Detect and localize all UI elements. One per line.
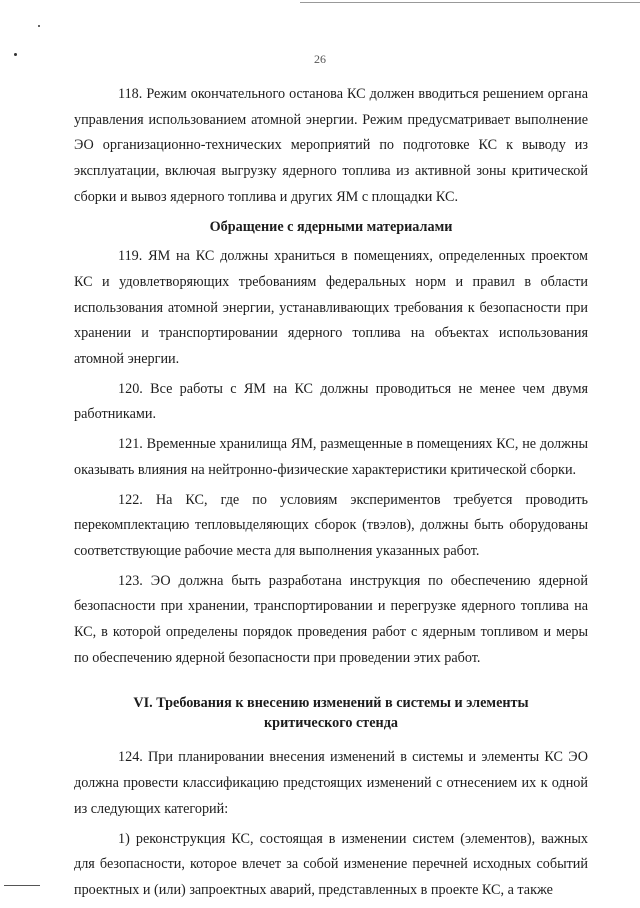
paragraph-119: 119. ЯМ на КС должны храниться в помещениях, определенных проектом КС и удовлетворяющих требованиям федеральных норм и правил в области использования атомной энергии, устанавливающих требования к безопасности при хранении и транспортировании ядерного топлива на объектах использования атомной энергии. (74, 248, 588, 368)
scan-top-edge (300, 2, 640, 3)
paragraph-122: 122. На КС, где по условиям экспериментов требуется проводить перекомплектацию тепловыделяющих сборок (твэлов), должны быть оборудованы соответствующие рабочие места для выполнения указанных работ. (74, 491, 588, 559)
scan-speck (38, 25, 40, 27)
section-heading-line2: критического стенда (264, 715, 398, 732)
footnote-rule (4, 885, 40, 886)
paragraph-118: 118. Режим окончательного останова КС должен вводиться решением органа управления использованием атомной энергии. Режим предусматривает выполнение ЭО организационно-технических мероприятий по подготовке КС к выводу из эксплуатации, включая выгрузку ядерного топлива из активной зоны критической сборки и вывоз ядерного топлива и других ЯМ с площадки КС. (74, 86, 588, 205)
paragraph-120: 120. Все работы с ЯМ на КС должны проводиться не менее чем двумя работниками. (74, 380, 588, 423)
page-number: 26 (314, 52, 326, 66)
subheading-nuclear-materials: Обращение с ядерными материалами (209, 218, 453, 235)
section-heading-vi (74, 693, 588, 733)
paragraph-123: 123. ЭО должна быть разработана инструкция по обеспечению ядерной безопасности при хранении, транспортировании и перегрузке ядерного топлива на КС, в которой определены порядок проведения работ с ядерным топливом и меры по обеспечению ядерной безопасности при проведении этих работ. (74, 572, 588, 666)
document-body (74, 82, 588, 908)
paragraph-121: 121. Временные хранилища ЯМ, размещенные в помещениях КС, не должны оказывать влияния на нейтронно-физические характеристики критической сборки. (74, 436, 588, 478)
paragraph-124: 124. При планировании внесения изменений в системы и элементы КС ЭО должна провести классификацию предстоящих изменений с отнесением их к одной из следующих категорий: (74, 749, 588, 817)
section-heading-line1: VI. Требования к внесению изменений в системы и элементы (133, 695, 529, 712)
paragraph-124-item-1: 1) реконструкция КС, состоящая в изменении систем (элементов), важных для безопасности, которое влечет за собой изменение перечней исходных событий проектных и (или) запроектных аварий, представленных в проекте КС, а также (74, 830, 588, 898)
